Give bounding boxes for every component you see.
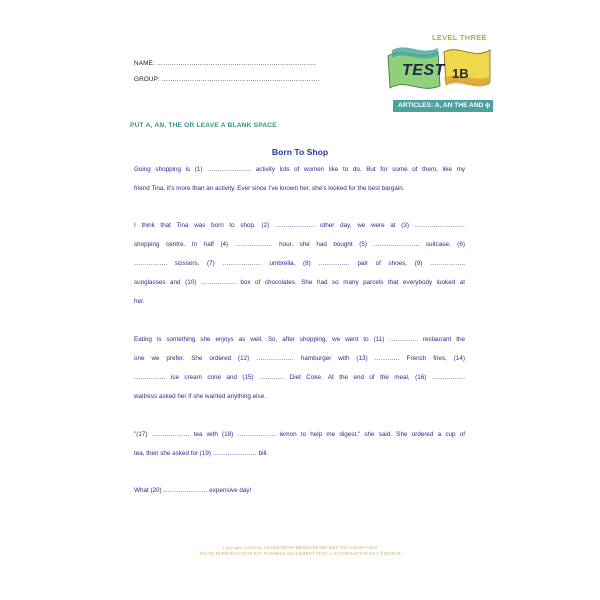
paragraph-2 xyxy=(134,222,465,317)
paragraph-line: Eating is something she enjoys as well. So, after shopping, we went to (11) ………….. restaurant the xyxy=(134,336,465,343)
paragraph-line: What (20) ………………… expensive day! xyxy=(134,487,252,494)
reproduction-notice: TOUTE REPRODUCTION EST POSSIBLE SEULEMENT AVEC L'AUTORISATION DE L'ÉDITEUR xyxy=(199,551,401,556)
paragraph-line: waitress asked her if she wanted anything else. xyxy=(134,393,266,400)
copyright-line: Copyright ©2010 by LES ÉDITIONS BRAKESPEARE ISBN 978-2-922833-44-8 xyxy=(222,545,378,550)
paragraph-line: tea, then she asked for (19) ………………… bill. xyxy=(134,450,269,457)
paragraph-line: shopping centre. In half (4) ……………… hour, she had bought (5) …………………. suitcase, (6) xyxy=(134,241,465,248)
paragraph-1 xyxy=(134,166,465,204)
paragraph-3 xyxy=(134,336,465,412)
paragraph-line: her. xyxy=(134,298,145,305)
instruction-heading: PUT A, AN, THE OR LEAVE A BLANK SPACE xyxy=(130,122,277,129)
paragraph-line: "(17) ……………… tea with (18) ……………… lemon to help me digest," she said. She ordered a cup of xyxy=(134,431,465,438)
exercise-title: Born To Shop xyxy=(271,147,329,157)
logo-test-text: TEST xyxy=(402,62,445,79)
level-label: LEVEL THREE xyxy=(432,33,487,42)
logo-id-text: 1B xyxy=(452,66,469,81)
paragraph-4 xyxy=(134,431,465,469)
paragraph-line: I think that Tina was born to shop. (2) ………………. other day, we were at (3) …………………… xyxy=(134,222,465,229)
paragraph-line: …………… ice cream cone and (15) ………… Diet Coke. At the end of the meal, (16) ……………. xyxy=(134,374,465,381)
group-field[interactable]: GROUP: ………………………………………………………………. xyxy=(134,76,320,83)
paragraph-line: one we prefer. She ordered (12) ……………… hamburger with (13) ………… French fries, (14) xyxy=(134,355,465,362)
paragraph-5 xyxy=(134,487,465,506)
paragraph-line: friend Tina, it's more than an activity. Ever since I've known her, she's looked for the best bargain. xyxy=(134,185,405,192)
name-field[interactable]: NAME: ……………………………………………………………….. xyxy=(134,60,317,67)
paragraph-line: ……………. scissors, (7) ………………. umbrella, (8) …………… pair of shoes, (9) …………….. xyxy=(134,260,465,267)
paragraph-line: Going shopping is (1) ………………… activity lots of women like to do. But for some of them, like my xyxy=(134,166,465,173)
articles-label: ARTICLES: A, AN THE AND ϕ xyxy=(398,102,491,109)
paragraph-line: sunglasses and (10) …………….. box of chocolates. She had so many parcels that everybody looked at xyxy=(134,279,465,286)
